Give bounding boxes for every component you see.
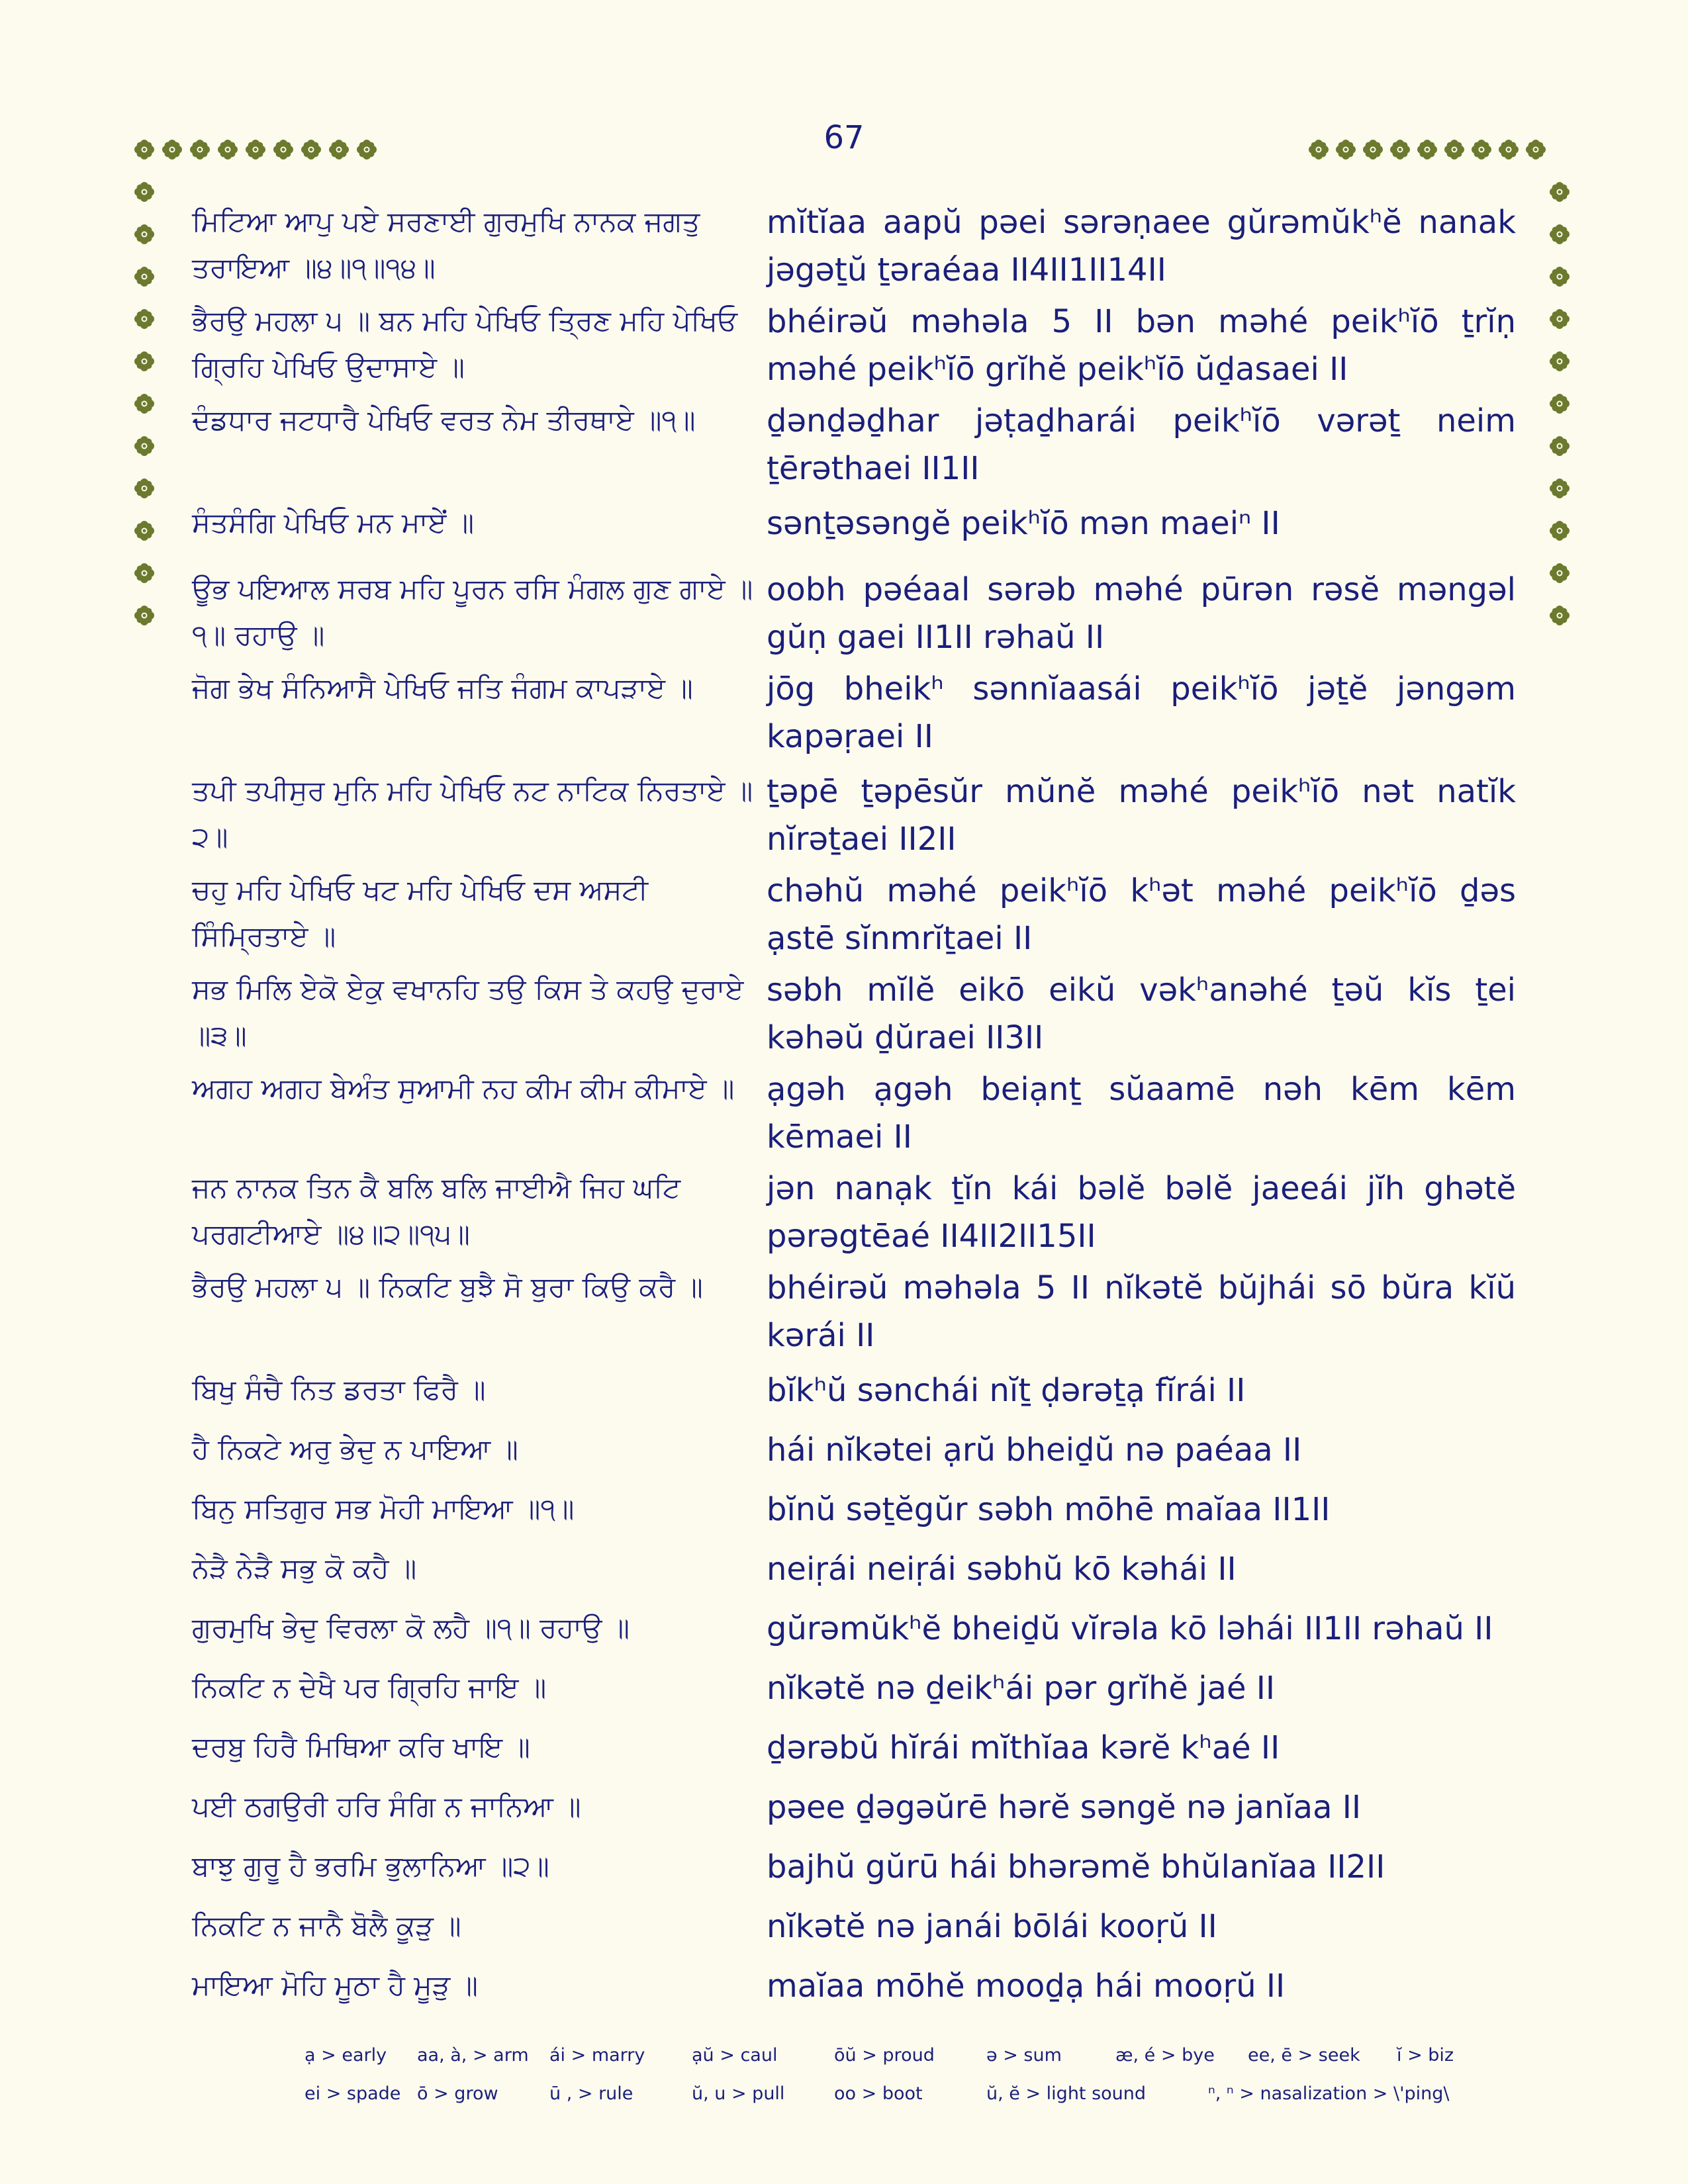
- transliteration-text: jən nanạk ṯĭn kái bəlĕ bəlĕ jaeeái jĭh ghətĕ pərəgtēaé II4II2II15II: [767, 1170, 1516, 1255]
- legend-item: ōŭ > proud: [834, 2045, 935, 2066]
- verse-row: [192, 966, 1516, 1059]
- transliteration-text: gŭrəmŭkʰĕ bheiḏŭ vĭrəla kō ləhái II1II rəhaŭ II: [767, 1610, 1493, 1647]
- pronunciation-legend: [305, 2045, 1470, 2124]
- gurmukhi-text: ਨਿਕਟਿ ਨ ਜਾਨੈ ਬੋਲੈ ਕੂੜੁ ॥: [192, 1909, 461, 1942]
- flower-ornament-icon: [1444, 139, 1465, 160]
- transliteration-text: səbh mĭlĕ eikō eikŭ vəkʰanəhé ṯəŭ kĭs ṯei kəhəŭ ḏŭraei II3II: [767, 972, 1516, 1056]
- gurmukhi-text: ਹੈ ਨਿਕਟੇ ਅਰੁ ਭੇਦੁ ਨ ਪਾਇਆ ॥: [192, 1433, 518, 1465]
- flower-ornament-icon: [1549, 266, 1570, 287]
- flower-ornament-icon: [162, 139, 183, 160]
- transliteration-text: ḏənḏəḏhar jəṭaḏharái peikʰĭō vərəṯ neim ṯērəthaei II1II: [767, 402, 1516, 487]
- flower-ornament-icon: [134, 393, 155, 414]
- transliteration-text: nĭkətĕ nə ḏeikʰái pər grĭhĕ jaé II: [767, 1670, 1276, 1707]
- legend-item: ū , > rule: [549, 2083, 633, 2104]
- verse-row: [192, 1664, 1516, 1711]
- transliteration-text: neiṛái neiṛái səbhŭ kō kəhái II: [767, 1551, 1237, 1588]
- legend-item: ⁿ, ⁿ > nasalization > \'ping\: [1208, 2083, 1450, 2104]
- legend-item: ạ > early: [305, 2045, 387, 2066]
- gurmukhi-text: ਨੇੜੈ ਨੇੜੈ ਸਭੁ ਕੋ ਕਹੈ ॥: [192, 1552, 417, 1584]
- verse-row: [192, 665, 1516, 755]
- gurmukhi-text: ਭੈਰਉ ਮਹਲਾ ੫ ॥ ਬਨ ਮਹਿ ਪੇਖਿਓ ਤ੍ਰਿਣ ਮਹਿ ਪੇਖਿਓ ਗ੍ਰਿਹਿ ਪੇਖਿਓ ਉਦਾਸਾਏ ॥: [192, 304, 737, 383]
- flower-ornament-icon: [1549, 478, 1570, 499]
- transliteration-text: pəee ḏəgəŭrē hərĕ səngĕ nə janĭaa II: [767, 1789, 1362, 1826]
- flower-ornament-icon: [1549, 224, 1570, 245]
- flower-ornament-icon: [245, 139, 266, 160]
- flower-ornament-icon: [134, 181, 155, 203]
- verse-row: [192, 1605, 1516, 1651]
- verse-row: [192, 1367, 1516, 1413]
- gurmukhi-text: ਅਗਹ ਅਗਹ ਬੇਅੰਤ ਸੁਆਮੀ ਨਹ ਕੀਮ ਕੀਮ ਕੀਮਾਏ ॥: [192, 1072, 735, 1105]
- gurmukhi-text: ਚਹੁ ਮਹਿ ਪੇਖਿਓ ਖਟ ਮਹਿ ਪੇਖਿਓ ਦਸ ਅਸਟੀ ਸਿੰਮ੍ਰਿਤਾਏ ॥: [192, 874, 649, 952]
- flower-ornament-icon: [1525, 139, 1546, 160]
- gurmukhi-text: ਬਿਖੁ ਸੰਚੈ ਨਿਤ ਡਰਤਾ ਫਿਰੈ ॥: [192, 1373, 486, 1406]
- legend-item: oo > boot: [834, 2083, 923, 2104]
- verse-row: [192, 1903, 1516, 1949]
- legend-item: ei > spade: [305, 2083, 401, 2104]
- verse-row: [192, 1784, 1516, 1830]
- legend-item: ŭ, ĕ > light sound: [986, 2083, 1147, 2104]
- gurmukhi-text: ਦਰਬੁ ਹਿਰੈ ਮਿਥਿਆ ਕਰਿ ਖਾਇ ॥: [192, 1731, 530, 1763]
- transliteration-text: bajhŭ gŭrū hái bhərəmĕ bhŭlanĭaa II2II: [767, 1848, 1385, 1886]
- verse-row: [192, 1165, 1516, 1257]
- verse-row: [192, 1843, 1516, 1889]
- flower-ornament-icon: [1549, 520, 1570, 541]
- transliteration-text: bĭkʰŭ sənchái nĭṯ ḍərəṯạ fĭrái II: [767, 1372, 1246, 1409]
- transliteration-text: jōg bheikʰ sənnĭaasái peikʰĭō jəṯĕ jəngəm kapəṛaei II: [767, 670, 1516, 755]
- transliteration-text: oobh pəéaal sərəb məhé pūrən rəsĕ məngəl gŭṇ gaei II1II rəhaŭ II: [767, 571, 1516, 656]
- transliteration-text: chəhŭ məhé peikʰĭō kʰət məhé peikʰĭō ḏəs ạstē sĭnmrĭṯaei II: [767, 872, 1516, 957]
- verse-row: [192, 1264, 1516, 1354]
- flower-ornament-icon: [134, 351, 155, 372]
- gurmukhi-text: ਭੈਰਉ ਮਹਲਾ ੫ ॥ ਨਿਕਟਿ ਬੁਝੈ ਸੋ ਬੁਰਾ ਕਿਉ ਕਰੈ ॥: [192, 1271, 703, 1303]
- verse-row: [192, 1545, 1516, 1592]
- flower-ornament-icon: [1362, 139, 1383, 160]
- flower-ornament-icon: [273, 139, 294, 160]
- gurmukhi-text: ਸੰਤਸੰਗਿ ਪੇਖਿਓ ਮਨ ਮਾਏਂ ॥: [192, 506, 475, 539]
- gurmukhi-text: ਗੁਰਮੁਖਿ ਭੇਦੁ ਵਿਰਲਾ ਕੋ ਲਹੈ ॥੧॥ ਰਹਾਉ ॥: [192, 1612, 630, 1644]
- flower-ornament-icon: [1498, 139, 1519, 160]
- transliteration-text: ạgəh ạgəh beiạnṯ sŭaamē nəh kēm kēm kēmaei II: [767, 1071, 1516, 1156]
- flower-ornament-icon: [1389, 139, 1411, 160]
- page-number: 67: [823, 119, 865, 156]
- legend-item: ŭ, u > pull: [692, 2083, 785, 2104]
- verse-row: [192, 298, 1516, 390]
- gurmukhi-text: ਜੋਗ ਭੇਖ ਸੰਨਿਆਸੈ ਪੇਖਿਓ ਜਤਿ ਜੰਗਮ ਕਾਪੜਾਏ ॥: [192, 672, 693, 704]
- transliteration-text: bhéirəŭ məhəla 5 II bən məhé peikʰĭō ṯrĭṇ məhé peikʰĭō grĭhĕ peikʰĭō ŭḏasaei II: [767, 303, 1516, 388]
- transliteration-text: sənṯəsəngĕ peikʰĭō mən maeiⁿ II: [767, 505, 1280, 542]
- legend-item: ạŭ > caul: [692, 2045, 778, 2066]
- flower-ornament-icon: [1549, 351, 1570, 372]
- transliteration-text: nĭkətĕ nə janái bōlái kooṛŭ II: [767, 1908, 1217, 1945]
- legend-item: æ, é > bye: [1115, 2045, 1215, 2066]
- legend-item: ee, ē > seek: [1248, 2045, 1360, 2066]
- legend-item: ō > grow: [417, 2083, 498, 2104]
- gurmukhi-text: ਸਭ ਮਿਲਿ ਏਕੋ ਏਕੁ ਵਖਾਨਹਿ ਤਉ ਕਿਸ ਤੇ ਕਹਉ ਦੁਰਾਏ ॥੩॥: [192, 973, 744, 1052]
- verse-row: [192, 566, 1516, 659]
- flower-ornament-icon: [356, 139, 377, 160]
- transliteration-text: ṯəpē ṯəpēsŭr mŭnĕ məhé peikʰĭō nət natĭk nĭrəṯaei II2II: [767, 773, 1516, 858]
- legend-item: ĭ > biz: [1397, 2045, 1454, 2066]
- transliteration-text: bĭnŭ səṯĕgŭr səbh mōhē maĭaa II1II: [767, 1491, 1331, 1528]
- verse-row: [192, 500, 1516, 546]
- flower-ornament-icon: [1549, 435, 1570, 457]
- gurmukhi-text: ਊਭ ਪਇਆਲ ਸਰਬ ਮਹਿ ਪੂਰਨ ਰਸਿ ਮੰਗਲ ਗੁਣ ਗਾਏ ॥੧॥ ਰਹਾਉ ॥: [192, 572, 753, 651]
- gurmukhi-text: ਦੰਡਧਾਰ ਜਟਧਾਰੈ ਪੇਖਿਓ ਵਰਤ ਨੇਮ ਤੀਰਥਾਏ ॥੧॥: [192, 404, 696, 436]
- flower-ornament-icon: [1549, 308, 1570, 330]
- flower-ornament-icon: [301, 139, 322, 160]
- flower-ornament-icon: [217, 139, 238, 160]
- verse-row: [192, 768, 1516, 860]
- transliteration-text: mĭtĭaa aapŭ pəei sərəṇaee gŭrəmŭkʰĕ nanak jəgəṯŭ ṯəraéaa II4II1II14II: [767, 204, 1516, 289]
- verse-row: [192, 199, 1516, 291]
- legend-item: ái > marry: [549, 2045, 645, 2066]
- flower-ornament-icon: [1335, 139, 1356, 160]
- gurmukhi-text: ਨਿਕਟਿ ਨ ਦੇਖੈ ਪਰ ਗ੍ਰਿਹਿ ਜਾਇ ॥: [192, 1671, 547, 1704]
- flower-ornament-icon: [134, 520, 155, 541]
- gurmukhi-text: ਮਾਇਆ ਮੋਹਿ ਮੂਠਾ ਹੈ ਮੂੜੁ ॥: [192, 1969, 478, 2001]
- verse-row: [192, 1962, 1516, 2009]
- gurmukhi-text: ਮਿਟਿਆ ਆਪੁ ਪਏ ਸਰਣਾਈ ਗੁਰਮੁਖਿ ਨਾਨਕ ਜਗਤੁ ਤਰਾਇਆ ॥੪॥੧॥੧੪॥: [192, 205, 700, 284]
- flower-ornament-icon: [1549, 181, 1570, 203]
- gurmukhi-text: ਤਪੀ ਤਪੀਸੁਰ ਮੁਨਿ ਮਹਿ ਪੇਖਿਓ ਨਟ ਨਾਟਿਕ ਨਿਰਤਾਏ ॥੨॥: [192, 774, 753, 853]
- gurmukhi-text: ਬਾਝੁ ਗੁਰੂ ਹੈ ਭਰਮਿ ਭੁਲਾਨਿਆ ॥੨॥: [192, 1850, 549, 1882]
- gurmukhi-text: ਬਿਨੁ ਸਤਿਗੁਰ ਸਭ ਮੋਹੀ ਮਾਇਆ ॥੧॥: [192, 1492, 575, 1525]
- flower-ornament-icon: [1549, 605, 1570, 626]
- flower-ornament-icon: [134, 605, 155, 626]
- transliteration-text: maĭaa mōhĕ mooḏạ hái mooṛŭ II: [767, 1968, 1286, 2005]
- flower-ornament-icon: [1471, 139, 1492, 160]
- verse-row: [192, 397, 1516, 487]
- flower-ornament-icon: [134, 435, 155, 457]
- verse-row: [192, 1486, 1516, 1532]
- flower-ornament-icon: [134, 478, 155, 499]
- flower-ornament-icon: [1549, 563, 1570, 584]
- flower-ornament-icon: [134, 563, 155, 584]
- flower-ornament-icon: [328, 139, 350, 160]
- flower-ornament-icon: [1549, 393, 1570, 414]
- transliteration-text: ḏərəbŭ hĭrái mĭthĭaa kərĕ kʰaé II: [767, 1729, 1280, 1766]
- flower-ornament-icon: [134, 266, 155, 287]
- legend-item: aa, à, > arm: [417, 2045, 529, 2066]
- flower-ornament-icon: [1417, 139, 1438, 160]
- transliteration-text: bhéirəŭ məhəla 5 II nĭkətĕ bŭjhái sō bŭra kĭŭ kərái II: [767, 1269, 1516, 1354]
- legend-item: ə > sum: [986, 2045, 1062, 2066]
- flower-ornament-icon: [134, 224, 155, 245]
- verse-row: [192, 1724, 1516, 1770]
- flower-ornament-icon: [1308, 139, 1329, 160]
- verse-row: [192, 867, 1516, 960]
- verse-row: [192, 1066, 1516, 1156]
- gurmukhi-text: ਪਈ ਠਗਉਰੀ ਹਰਿ ਸੰਗਿ ਨ ਜਾਨਿਆ ॥: [192, 1790, 581, 1823]
- flower-ornament-icon: [134, 139, 155, 160]
- gurmukhi-text: ਜਨ ਨਾਨਕ ਤਿਨ ਕੈ ਬਲਿ ਬਲਿ ਜਾਈਐ ਜਿਹ ਘਟਿ ਪਰਗਟੀਆਏ ॥੪॥੨॥੧੫॥: [192, 1171, 681, 1250]
- flower-ornament-icon: [189, 139, 211, 160]
- verse-row: [192, 1426, 1516, 1473]
- transliteration-text: hái nĭkətei ạrŭ bheiḏŭ nə paéaa II: [767, 1432, 1302, 1469]
- flower-ornament-icon: [134, 308, 155, 330]
